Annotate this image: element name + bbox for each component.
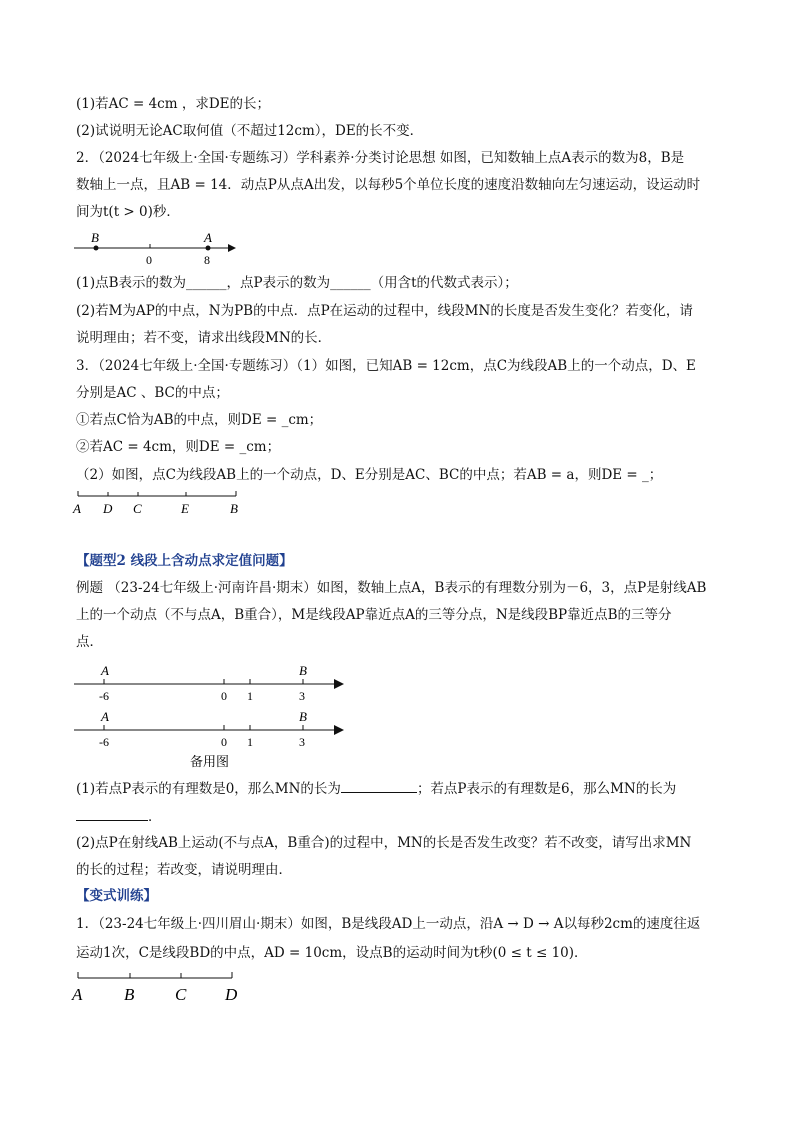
problem-2-q2-line-2: 说明理由；若不变，请求出线段MN的长． [76,330,332,346]
variant-1-line-2: 运动1次，C是线段BD的中点，AD = 10cm，设点B的运动时间为t秒(0 ≤ t ≤ 10)． [76,945,588,961]
point-a-dot [206,246,211,251]
point-a-label-fig4: A [72,985,83,1004]
example-q1-line-2 [76,806,162,827]
tick-1-top: 1 [247,689,253,703]
point-b-dot [94,246,99,251]
segment-figure-2 [70,488,250,518]
point-e-label: E [181,501,189,516]
tick-3-top: 3 [299,689,305,703]
example-q1-line-1 [76,778,676,799]
problem-3-line-2: 分别是AC 、BC的中点； [76,385,229,401]
number-line-figure-3 [70,660,360,770]
example-q1-period: ． [148,809,162,825]
line-2: (2)试说明无论AC取何值（不超过12cm），DE的长不变． [76,123,424,139]
problem-3-line-1: 3．（2024七年级上·全国·专题练习）（1）如图，已知AB = 12cm，点C为线段AB上的一个动点，D、E [76,358,696,374]
label-b-bottom: B [299,709,307,724]
tick-neg6-bottom: -6 [99,735,109,749]
answer-blank-1[interactable] [341,778,417,793]
number-line-figure-1 [70,228,240,268]
line-1: (1)若AC = 4cm ，求DE的长； [76,96,271,112]
example-line-1: 例题 （23-24七年级上·河南许昌·期末）如图，数轴上点A，B表示的有理数分别为－6，3，点P是射线AB [76,580,707,596]
point-b-label-fig4: B [124,985,135,1004]
problem-2-line-1: 2．（2024七年级上·全国·专题练习）学科素养·分类讨论思想 如图，已知数轴上点A表示的数为8，B是 [76,150,685,166]
problem-2-line-3: 间为t(t > 0)秒． [76,204,180,220]
label-b-top: B [299,663,307,678]
problem-2-line-2: 数轴上一点，且AB = 14．动点P从点A出发，以每秒5个单位长度的速度沿数轴向左匀速运动，设运动时 [76,177,701,193]
example-line-2: 上的一个动点（不与点A，B重合），M是线段AP靠近点A的三等分点，N是线段BP靠近点B的三等分 [76,607,672,623]
point-c-label: C [133,501,142,516]
variant-1-line-1: 1．（23-24七年级上·四川眉山·期末）如图，B是线段AD上一动点，沿A → D → A以每秒2cm的速度往返 [76,916,701,932]
example-q1-text-a: (1)若点P表示的有理数是0，那么MN的长为 [76,781,341,797]
problem-2-q2-line-1: (2)若M为AP的中点，N为PB的中点．点P在运动的过程中，线段MN的长度是否发生变化？若变化，请 [76,303,693,319]
tick-neg6-top: -6 [99,689,109,703]
point-c-label-fig4: C [175,985,187,1004]
problem-2-q1: (1)点B表示的数为______，点P表示的数为______（用含t的代数式表示）； [76,275,518,291]
label-b: B [91,230,99,245]
problem-3-q1: ①若点C恰为AB的中点，则DE = _cm； [76,412,323,428]
point-d-label: D [103,501,113,516]
problem-3-q2: ②若AC = 4cm，则DE = _cm； [76,439,281,455]
tick-0: 0 [146,253,152,267]
label-a-top: A [101,663,109,678]
answer-blank-2[interactable] [76,806,148,821]
label-a-bottom: A [101,709,109,724]
figure-caption: 备用图 [190,754,230,769]
example-line-3: 点． [76,634,103,650]
tick-0-top: 0 [221,689,227,703]
tick-0-bottom: 0 [221,735,227,749]
point-b-label: B [230,501,238,516]
point-a-label: A [73,501,81,516]
point-d-label-fig4: D [225,985,238,1004]
section-heading-variant: 【变式训练】 [76,888,157,904]
segment-figure-4 [70,968,250,1006]
example-q2-line-2: 的长的过程；若改变，请说明理由． [76,862,292,878]
section-heading-type-2: 【题型2 线段上含动点求定值问题】 [76,553,293,569]
example-q2-line-1: (2)点P在射线AB上运动(不与点A，B重合)的过程中，MN的长是否发生改变？若不改变，请写出求MN [76,835,692,851]
example-q1-text-b: ；若点P表示的有理数是6，那么MN的长为 [416,781,677,797]
label-a: A [204,230,212,245]
tick-3-bottom: 3 [299,735,305,749]
tick-8: 8 [204,253,210,267]
tick-1-bottom: 1 [247,735,253,749]
problem-3-part2: （2）如图，点C为线段AB上的一个动点，D、E分别是AC、BC的中点；若AB = a，则DE = _； [76,467,663,483]
